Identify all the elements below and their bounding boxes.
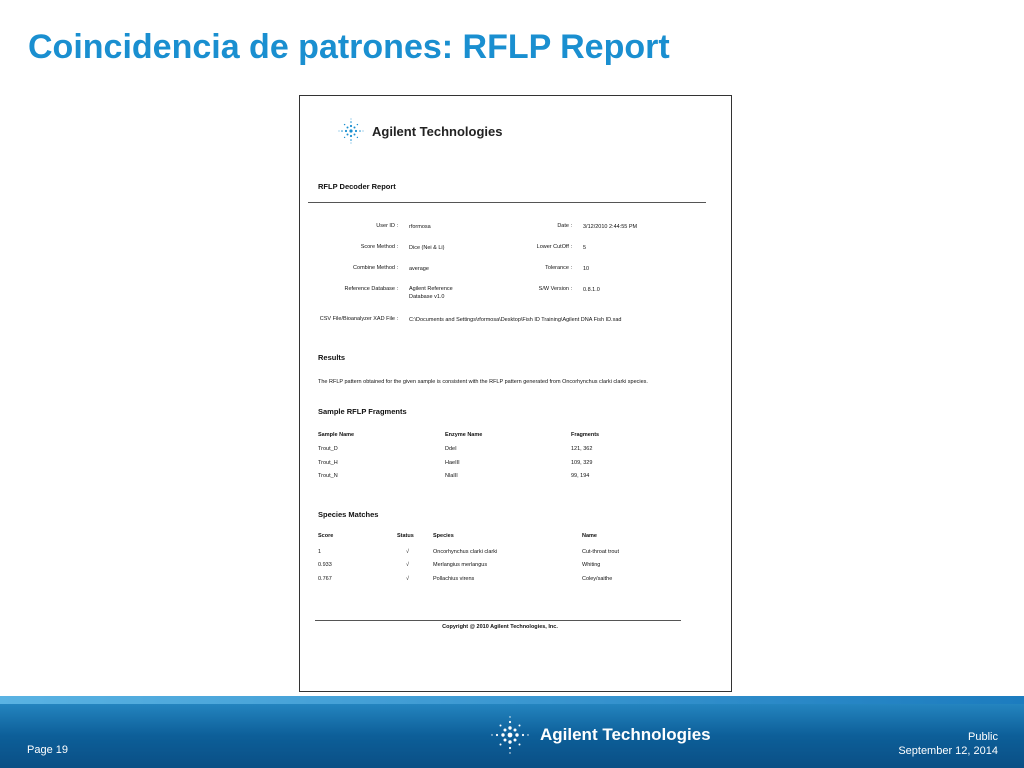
fragments-cell: HaeIII xyxy=(445,460,460,466)
meta-label: User ID : xyxy=(376,223,398,229)
species-cell: 0.933 xyxy=(318,562,332,568)
species-cell: Cut-throat trout xyxy=(582,549,619,555)
species-cell: Pollachius virens xyxy=(433,576,475,582)
fragments-heading: Sample RFLP Fragments xyxy=(318,407,407,416)
report-divider xyxy=(308,202,706,203)
meta-value: 3/12/2010 2:44:55 PM xyxy=(583,224,638,230)
species-cell: 1 xyxy=(318,549,322,555)
slide-date: September 12, 2014 xyxy=(898,745,998,757)
report-logo xyxy=(338,118,503,144)
status-check-icon: √ xyxy=(406,562,410,568)
meta-label: Lower CutOff : xyxy=(536,244,572,250)
status-check-icon: √ xyxy=(406,576,410,582)
fragments-header-enzyme: Enzyme Name xyxy=(445,432,483,438)
meta-value: Agilent Reference xyxy=(409,286,453,292)
species-header-name: Name xyxy=(582,533,597,539)
fragments-cell: 121, 362 xyxy=(571,446,593,452)
species-header-score: Score xyxy=(318,533,334,539)
classification-label: Public xyxy=(968,731,998,743)
meta-value-line2: Database v1.0 xyxy=(409,294,445,300)
species-cell: Coley/saithe xyxy=(582,576,613,582)
species-cell: Merlangius merlangus xyxy=(433,562,488,568)
results-heading: Results xyxy=(318,353,346,362)
meta-label: Combine Method : xyxy=(353,265,398,271)
species-cell: 0.767 xyxy=(318,576,332,582)
meta-label: Date : xyxy=(557,223,572,229)
fragments-cell: 109, 329 xyxy=(571,460,593,466)
fragments-cell: Trout_D xyxy=(318,446,338,452)
report-document xyxy=(299,95,732,692)
report-logo-text: Agilent Technologies xyxy=(372,123,503,139)
agilent-spark-icon xyxy=(338,118,364,144)
slide-title: Coincidencia de patrones: RFLP Report xyxy=(28,28,670,66)
meta-label: Reference Database : xyxy=(344,286,398,292)
report-title: RFLP Decoder Report xyxy=(318,182,396,191)
species-header-status: Status xyxy=(397,533,414,539)
meta-label: Score Method : xyxy=(360,244,398,250)
species-cell: Oncorhynchus clarki clarki xyxy=(433,549,498,555)
meta-value: rformosa xyxy=(409,224,431,230)
footer-logo-text: Agilent Technologies xyxy=(540,725,711,744)
meta-value: 10 xyxy=(583,266,590,272)
meta-label: S/W Version : xyxy=(538,286,572,292)
species-heading: Species Matches xyxy=(318,510,379,519)
species-header-species: Species xyxy=(433,533,454,539)
meta-value: average xyxy=(409,266,429,272)
page-number: Page 19 xyxy=(27,744,68,756)
meta-label: Tolerance : xyxy=(545,265,572,271)
report-copyright: Copyright @ 2010 Agilent Technologies, Inc. xyxy=(442,624,558,630)
fragments-cell: 99, 194 xyxy=(571,473,590,479)
fragments-cell: Trout_H xyxy=(318,460,338,466)
csv-file-path: C:\Documents and Settings\rformosa\Desktop\Fish ID Training\Agilent DNA Fish ID.xad xyxy=(409,317,622,323)
footer-highlight-band xyxy=(0,696,1024,704)
csv-file-label: CSV File/Bioanalyzer XAD File : xyxy=(319,316,398,322)
status-check-icon: √ xyxy=(406,549,410,555)
agilent-spark-icon xyxy=(490,715,530,755)
meta-value: 5 xyxy=(583,245,587,251)
results-text: The RFLP pattern obtained for the given sample is consistent with the RFLP pattern generated from Oncorhynchus clarki clarki species. xyxy=(318,379,648,385)
copyright-divider xyxy=(315,620,681,621)
species-cell: Whiting xyxy=(582,562,601,568)
footer-logo xyxy=(490,715,711,755)
fragments-cell: Trout_N xyxy=(318,473,338,479)
meta-value: Dice (Nei & Li) xyxy=(409,245,445,251)
fragments-cell: DdeI xyxy=(445,446,457,452)
meta-value: 0.8.1.0 xyxy=(583,287,600,293)
fragments-header-sample: Sample Name xyxy=(318,432,355,438)
fragments-header-fragments: Fragments xyxy=(571,432,600,438)
fragments-cell: NlaIII xyxy=(445,473,458,479)
